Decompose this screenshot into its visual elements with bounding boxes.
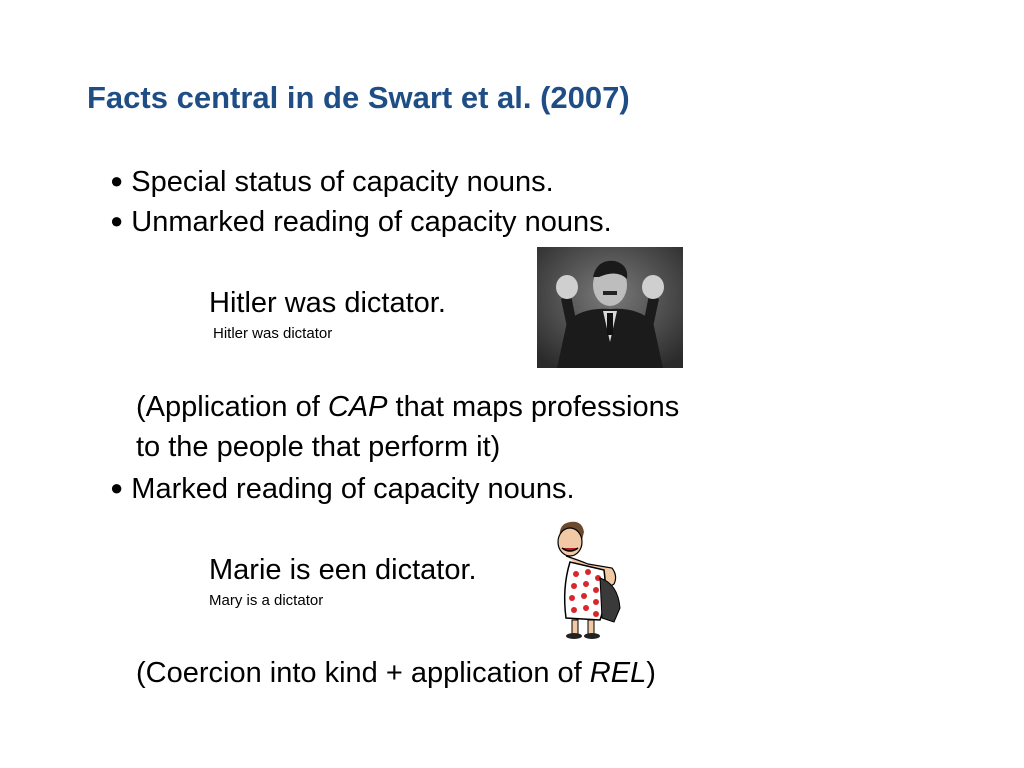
note-rel-prefix: (Coercion into kind + application of: [136, 657, 590, 689]
bullet-item-marked: [110, 475, 575, 504]
example-sentence-marie: Marie is een dictator.: [209, 554, 477, 586]
bullet-icon: ●: [110, 168, 124, 193]
note-rel: [136, 659, 656, 688]
example-sentence-hitler: Hitler was dictator.: [209, 287, 446, 319]
bullet-text: Special status of capacity nouns.: [131, 166, 554, 198]
bullet-item-unmarked: [110, 208, 612, 237]
note-cap-italic: CAP: [327, 391, 388, 423]
slide-title: Facts central in de Swart et al. (2007): [87, 80, 630, 115]
example-gloss-marie: Mary is a dictator: [209, 592, 324, 609]
note-cap-suffix: that maps professions: [387, 391, 680, 423]
note-rel-italic: REL: [589, 657, 647, 689]
note-cap-prefix: (Application of: [136, 391, 328, 423]
bullet-item-special-status: [110, 168, 554, 197]
bullet-text: Unmarked reading of capacity nouns.: [131, 206, 612, 238]
dictator-photo: [537, 247, 683, 368]
bullet-icon: ●: [110, 475, 124, 500]
note-rel-suffix: ): [646, 657, 656, 689]
bullet-icon: ●: [110, 208, 124, 233]
bullet-text: Marked reading of capacity nouns.: [131, 473, 575, 505]
example-gloss-hitler: Hitler was dictator: [213, 325, 333, 342]
angry-woman-cartoon: [548, 518, 626, 642]
note-cap-line2: to the people that perform it): [136, 431, 501, 463]
note-cap-line1: [136, 393, 679, 422]
